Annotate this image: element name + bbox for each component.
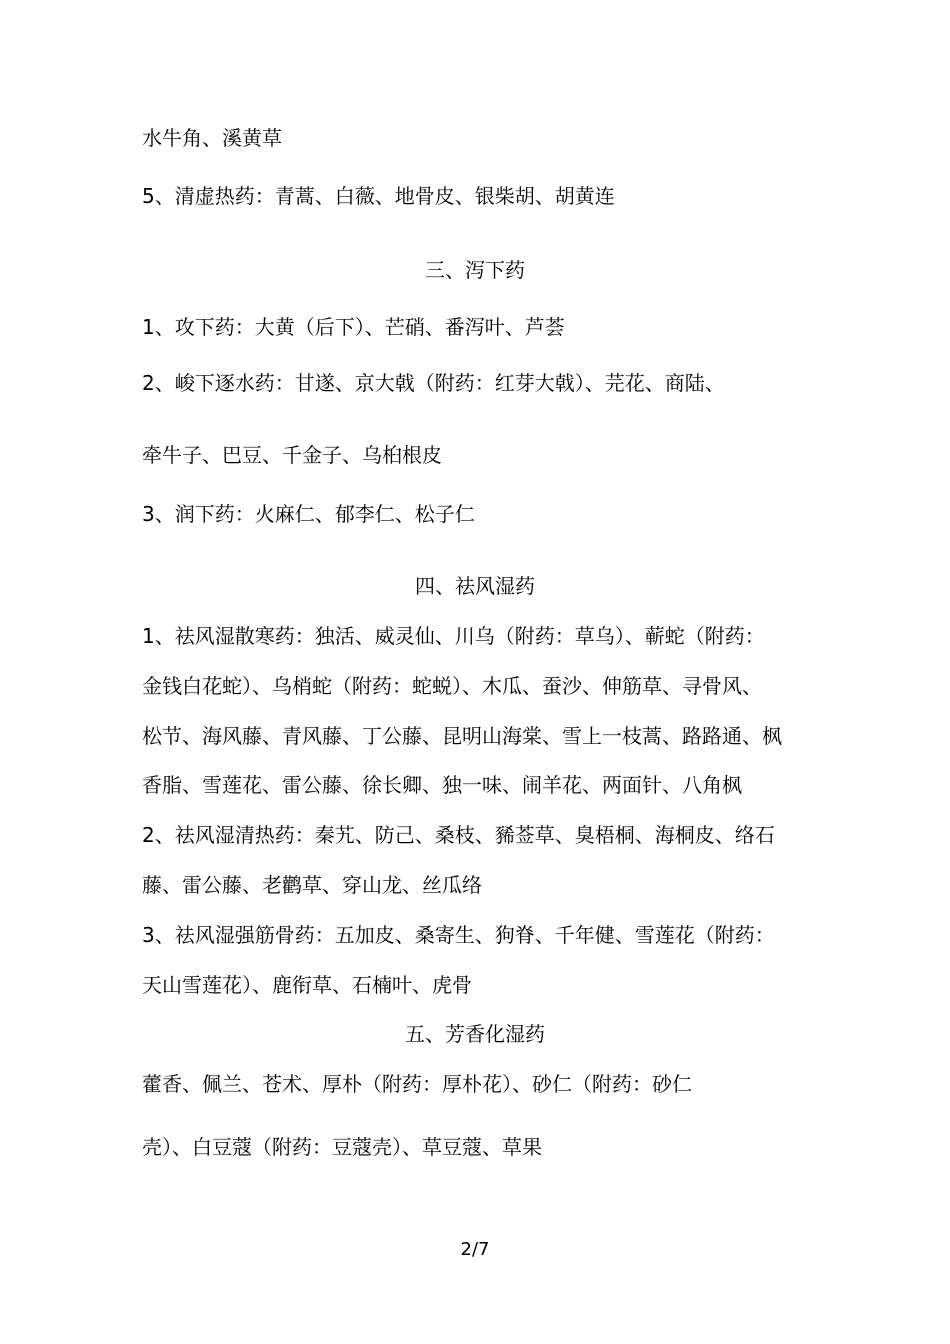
text-line: 壳）、白豆蔻（附药：豆蔻壳）、草豆蔻、草果 bbox=[142, 1135, 542, 1159]
text-line: 5、清虚热药：青蒿、白薇、地骨皮、银柴胡、胡黄连 bbox=[142, 184, 615, 208]
text-line: 天山雪莲花）、鹿衔草、石楠叶、虎骨 bbox=[142, 973, 472, 997]
text-line: 金钱白花蛇）、乌梢蛇（附药：蛇蜕）、木瓜、蚕沙、伸筋草、寻骨风、 bbox=[142, 674, 762, 698]
text-line: 香脂、雪莲花、雷公藤、徐长卿、独一味、闹羊花、两面针、八角枫 bbox=[142, 773, 742, 797]
page-number: 2/7 bbox=[460, 1239, 490, 1260]
text-line: 水牛角、溪黄草 bbox=[142, 126, 282, 150]
text-line: 松节、海风藤、青风藤、丁公藤、昆明山海棠、雪上一枝蒿、路路通、枫 bbox=[142, 724, 782, 748]
section-heading: 五、芳香化湿药 bbox=[405, 1022, 545, 1046]
text-line: 1、祛风湿散寒药：独活、威灵仙、川乌（附药：草乌）、蕲蛇（附药： bbox=[142, 624, 765, 648]
text-line: 2、祛风湿清热药：秦艽、防己、桑枝、豨莶草、臭梧桐、海桐皮、络石 bbox=[142, 823, 775, 847]
text-line: 藤、雷公藤、老鹳草、穿山龙、丝瓜络 bbox=[142, 873, 482, 897]
text-line: 藿香、佩兰、苍术、厚朴（附药：厚朴花）、砂仁（附药：砂仁 bbox=[142, 1072, 692, 1096]
text-line: 2、峻下逐水药：甘遂、京大戟（附药：红芽大戟）、芫花、商陆、 bbox=[142, 371, 725, 395]
text-line: 3、润下药：火麻仁、郁李仁、松子仁 bbox=[142, 502, 475, 526]
text-line: 3、祛风湿强筋骨药：五加皮、桑寄生、狗脊、千年健、雪莲花（附药： bbox=[142, 923, 775, 947]
section-heading: 四、祛风湿药 bbox=[415, 574, 535, 598]
text-line: 牵牛子、巴豆、千金子、乌桕根皮 bbox=[142, 443, 442, 467]
text-line: 1、攻下药：大黄（后下）、芒硝、番泻叶、芦荟 bbox=[142, 315, 565, 339]
section-heading: 三、泻下药 bbox=[425, 258, 525, 282]
